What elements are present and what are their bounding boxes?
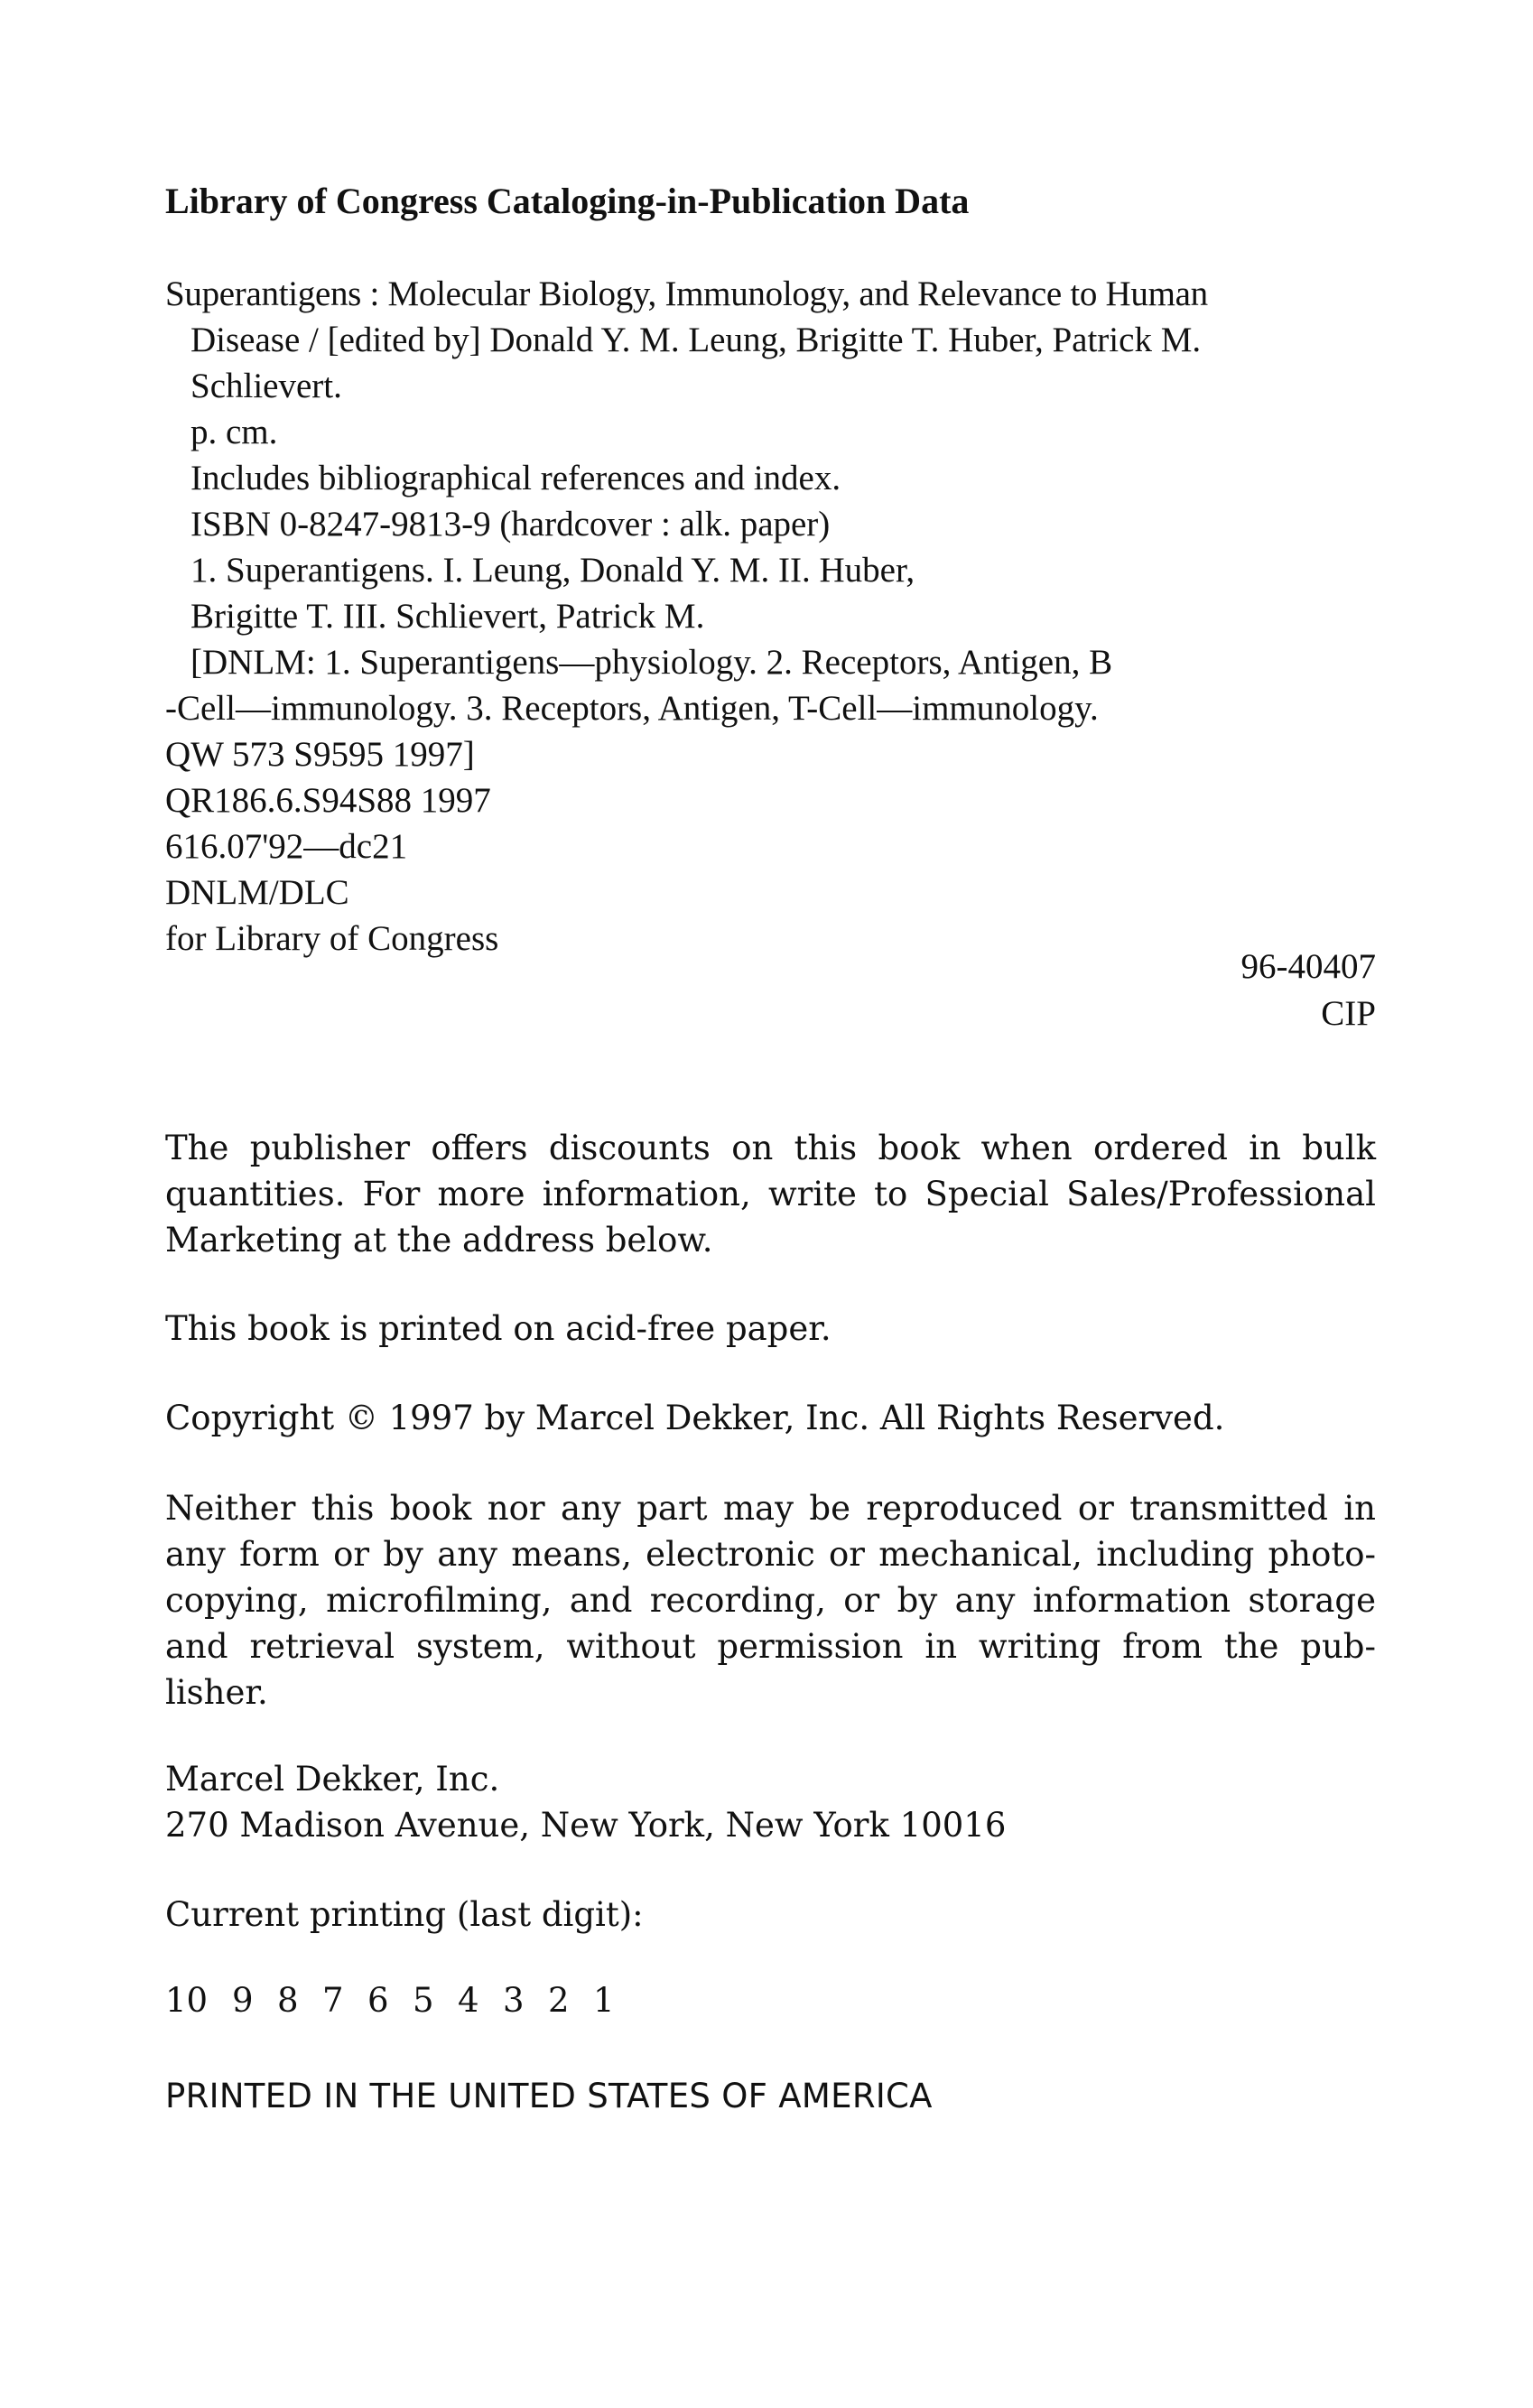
printing-digit: 8 [277, 1981, 299, 2020]
bulk-sales-line: Marketing at the address below. [165, 1221, 713, 1260]
publisher-address: 270 Madison Avenue, New York, New York 10016 [165, 1806, 1007, 1845]
printing-digit: 10 [165, 1981, 209, 2020]
printing-digit: 9 [232, 1981, 254, 2020]
cip-for-loc: for Library of Congress [165, 919, 499, 958]
cip-source: DNLM/DLC [165, 873, 349, 912]
printing-label: Current printing (last digit): [165, 1895, 644, 1934]
bulk-sales-line: quantities. For more information, write to Special Sales/Professional [165, 1175, 1376, 1213]
cip-record [165, 271, 1208, 962]
lccn-block [1241, 944, 1377, 1037]
printing-digit: 7 [322, 1981, 344, 2020]
printing-digits [165, 1977, 638, 2023]
printing-digit: 5 [413, 1981, 434, 2020]
cip-editors-line-2: Schlievert. [190, 367, 342, 405]
printing-digit: 6 [367, 1981, 389, 2020]
cip-editors-line: Disease / [edited by] Donald Y. M. Leung, Brigitte T. Huber, Patrick M. [190, 321, 1202, 359]
cip-subjects-2: Brigitte T. III. Schlievert, Patrick M. [190, 597, 705, 636]
rights-notice [165, 1485, 1376, 1715]
cip-collation: p. cm. [190, 413, 278, 451]
bulk-sales-notice [165, 1125, 1376, 1263]
acid-free-notice: This book is printed on acid-free paper. [165, 1309, 832, 1348]
lccn-number: 96-40407 [1240, 947, 1376, 986]
cip-dnlm: [DNLM: 1. Superantigens—physiology. 2. Receptors, Antigen, B [190, 643, 1113, 682]
cip-dewey: 616.07'92—dc21 [165, 827, 408, 866]
publisher-name: Marcel Dekker, Inc. [165, 1760, 500, 1799]
cip-title-line: Superantigens : Molecular Biology, Immunology, and Relevance to Human [165, 274, 1208, 313]
printing-digit: 2 [548, 1981, 570, 2020]
rights-line: Neither this book nor any part may be reproduced or transmitted in [165, 1489, 1376, 1528]
cip-isbn: ISBN 0-8247-9813-9 (hardcover : alk. paper) [190, 505, 831, 544]
cip-note: Includes bibliographical references and index. [190, 459, 841, 497]
rights-line: lisher. [165, 1673, 268, 1712]
cip-lc-call-number: QR186.6.S94S88 1997 [165, 781, 491, 820]
printing-digit: 1 [593, 1981, 615, 2020]
rights-line: and retrieval system, without permission in writing from the pub- [165, 1627, 1376, 1666]
cip-label: CIP [1321, 994, 1376, 1033]
printing-digit: 4 [458, 1981, 479, 2020]
rights-line: copying, microfilming, and recording, or by any information storage [165, 1581, 1376, 1620]
bulk-sales-line: The publisher offers discounts on this book when ordered in bulk [165, 1129, 1376, 1167]
cip-heading: Library of Congress Cataloging-in-Publication Data [165, 181, 970, 221]
cip-qw: QW 573 S9595 1997] [165, 735, 475, 774]
rights-line: any form or by any means, electronic or mechanical, including photo- [165, 1535, 1376, 1574]
cip-subjects: 1. Superantigens. I. Leung, Donald Y. M. II. Huber, [190, 551, 915, 590]
printing-digit: 3 [503, 1981, 525, 2020]
printed-in-notice: PRINTED IN THE UNITED STATES OF AMERICA [165, 2077, 933, 2115]
copyright-notice: Copyright © 1997 by Marcel Dekker, Inc. All Rights Reserved. [165, 1399, 1225, 1437]
cip-dnlm-2: -Cell—immunology. 3. Receptors, Antigen, T-Cell—immunology. [165, 689, 1099, 728]
